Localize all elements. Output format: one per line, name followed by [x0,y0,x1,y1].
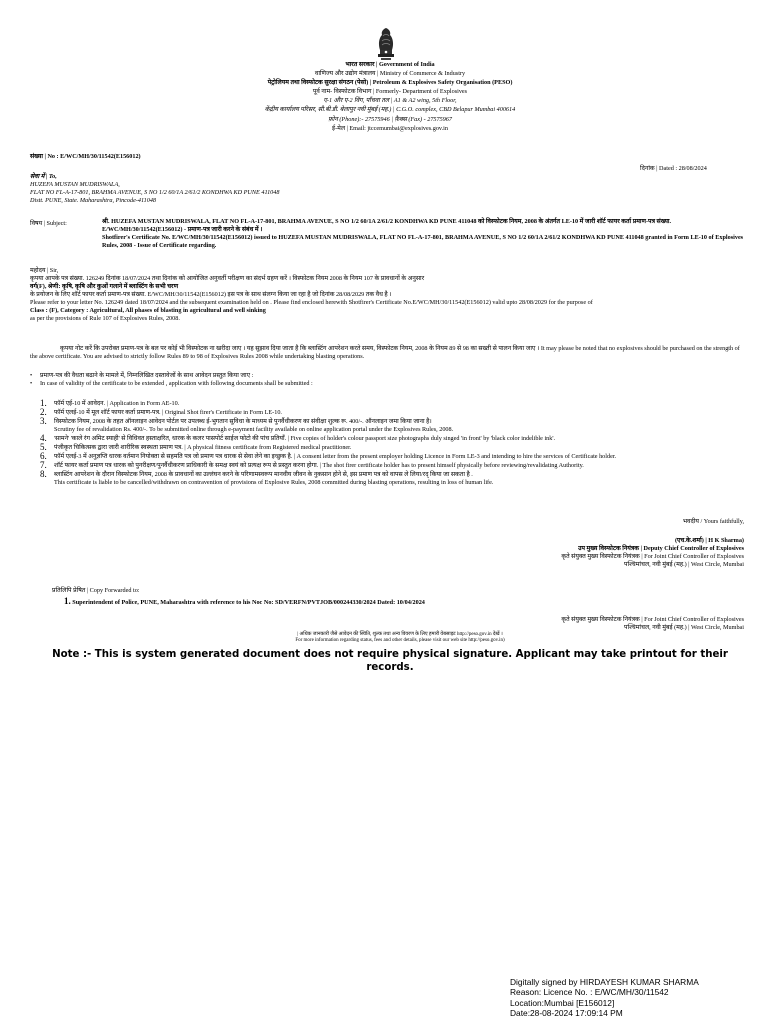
body-para-6: as per the provisions of Rule 107 of Explosives Rules, 2008. [30,315,180,322]
list-item: 4. 'सामने' 'काले रंग अमिट स्याही' से विधिवत हस्ताक्षरित, धारक के कलर पासपोर्ट साईज फोटो की पांच प्रतियाँ. | Five copies of holder's colour passport size photographs duly singed 'in front' by 'black color indelible ink'. [40,433,556,443]
reference-number: संख्या | No : E/WC/MH/30/11542(E156012) [30,153,141,160]
system-generated-note: Note :- This is system generated document does not require physical signature. Applicant may take printout for their records. [52,649,728,673]
recipient-address: FLAT NO FL-A-17-801, BRAHMA AVENUE, S NO 1/2 60/1A 2/61/2 KONDHWA KD PUNE 411048 [30,189,280,196]
signed-by: Digitally signed by HIRDAYESH KUMAR SHARMA [510,977,699,987]
list-item: 5. पंजीकृत चिकित्सक द्वारा जारी शारीरिक स्वस्थता प्रमाण पत्र. | A physical fitness certificate from Registered medical practitioner. [40,442,352,452]
list-item: 7. शॉर्ट फायर कर्ता प्रमाण पत्र धारक को पुनरीक्षण/पुनर्वैधीकरण प्राधिकारी के समक्ष स्वयं को प्रत्यक्ष रूप से प्रस्तुत करना होगा. | The shot firer certificate holder has to present himself physically before reviewing/revalidating Authority. [40,460,584,470]
west-circle: पश्चिमांचल, नवी मुंबई (मह.) | West Circle, Mumbai [624,561,744,568]
subject-label: विषय | Subject: [30,220,67,227]
header-line-5: ए-1 और ए-2 विंग, पाँचवा तल | A1 & A2 wing, 5th Floor, [323,97,457,105]
for-jcce: कृते संयुक्त मुख्य विस्फोटक नियंत्रक | For Joint Chief Controller of Explosives [561,553,744,560]
letter-date: दिनांक | Dated : 28/08/2024 [640,165,707,172]
salutation: महोदय | Sir, [30,267,59,274]
body-class-english: Class : (F), Category : Agricultural, All phases of blasting in agricultural and well sinking [30,307,266,314]
national-emblem-icon [372,24,400,62]
sign-reason: Reason: Licence No. : E/WC/MH/30/11542 [510,987,669,998]
signatory-name: (एच.के.शर्मा) | H K Sharma) [674,537,744,544]
body-para-1: कृपया आपके पत्र संख्या. 126249 दिनांक 18/07/2024 तथा दिनांक को आयोजित अनुवर्ती परीक्षण का संदर्भ ग्रहण करें । विस्फोटक नियम 2008 के नियम 107 के प्रावधानों के अनुसार [30,275,425,282]
header-line-1: भारत सरकार | Government of India [345,61,435,68]
header-line-8: ई-मेल | Email: jtccemumbai@explosives.gov.in [332,124,448,132]
subject-hindi: श्री. HUZEFA MUSTAN MUDRISWALA, FLAT NO FL-A-17-801, BRAHMA AVENUE, S NO 1/2 60/1A 2/61/2 KONDHWA KD PUNE 411048 को विस्फोटक नियम, 2008 के अंतर्गत LE-10 में जारी शॉर्ट फायर कर्ता प्रमाण-पत्र संख्या. E/WC/MH/30/11542(E156012) - प्रमाण-पत्र जारी करने के संबंध में । [102,218,672,233]
header-line-3: पेट्रोलियम तथा विस्फोटक सुरक्षा संगठन (पेसो) | Petroleum & Explosives Safety Organisation (PESO) [267,79,513,87]
sign-location: Location:Mumbai [E156012] [510,997,615,1008]
list-item: 1. फॉर्म एई-10 में आवेदन. | Application in Form AE-10. [40,398,180,408]
letterhead [180,60,600,133]
copy-forwarded-label: प्रतिलिपि प्रेषित | Copy Forwarded to: [52,587,140,594]
copy-item: 1. Superintendent of Police, PUNE, Maharashtra with reference to his Noc No: SD/VERFN/PVTJOB/000244330/2024 Dated: 10/04/2024 [64,596,425,606]
copy-west-circle: पश्चिमांचल, नवी मुंबई (मह.) | West Circle, Mumbai [624,624,744,631]
website-footer [200,632,600,645]
body-para-3: के प्रयोजन के लिए शॉर्ट फायर कर्ता प्रमाण-पत्र संख्या. E/WC/MH/30/11542(E156012) इस पत्र के साथ संलग्न किया जा रहा है जो दिनांक 28/08/2029 तक वैध है । [30,291,392,298]
extension-bullets [30,372,745,388]
document-checklist [40,400,745,487]
signatory-designation: उप मुख्य विस्फोटक नियंत्रक | Deputy Chief Controller of Explosives [578,545,744,552]
digital-signature [510,977,760,1018]
body-note: कृपया नोट करें कि उपरोक्त प्रमाण-पत्र के बल पर कोई भी विस्फोटक ना खरीदा जाए । यह सुझाव दिया जाता है कि ब्लास्टिंग आपरेशन करते समय, विस्फोटक नियम, 2008 के नियम 89 से 98 का सख्ती से पालन किया जाए । It may please be noted that no explosives should be purchased on the strength of the above certificate. You are advised to strictly follow Rules 89 to 98 of Explosives Rules 2008 while undertaking blasting operations. [30,345,740,360]
list-item: 3. विस्फोटक नियम, 2008 के तहत ऑनलाइन आवेदन पोर्टल पर उपलब्ध ई-भुगतान सुविधा के माध्यम से पुनर्वैधीकरण का संवीक्षा शुल्क रू. 400/-. ऑनलाइन जमा किया जाना है। Scrutiny fee of revalidation Rs. 400/-. To be submitted online through e-payment facility available on online application portal under the Explosives Rules, 2008. [40,416,454,433]
body-class-hindi: वर्ग(F), श्रेणी: कृषि, कृषि और कुओं गलाने में ब्लास्टिंग के सभी चरण [30,283,179,290]
recipient-name: HUZEFA MUSTAN MUDRISWALA, [30,181,120,188]
header-line-6: केंद्रीय कार्यालय परिसर, सी.बी.डी. बेलापुर नवी मुंबई (मह.) | C.G.O. complex, CBD Belapur Mumbai 400614 [264,106,516,114]
signatory-block [420,537,744,569]
bullet-hindi: • प्रमाण-पत्र की वैधता बढाने के मामले में, निम्नलिखित दस्तावेजों के साथ आवेदन प्रस्तुत किया जाए : [30,372,745,380]
header-line-4: पूर्व नाम- विस्फोटक विभाग | Formerly- Department of Explosives [312,88,468,96]
list-item: 6. फॉर्म एलई-3 में अनुज्ञप्ति धारक वर्तमान नियोक्ता से सहमति पत्र जो प्रमाण पत्र धारक से सेवा लेने का इच्छुक है. | A consent letter from the present employer holding Licence in Form LE-3 and intending to hire the services of Certificate holder. [40,451,617,461]
copy-for-jcce: कृते संयुक्त मुख्य विस्फोटक नियंत्रक | For Joint Chief Controller of Explosives [561,616,744,623]
bullet-english: • In case of validity of the certificate to be extended , application with following documents shall be submitted : [30,380,745,388]
list-item: 2. फॉर्म एलई-10 में मूल शॉर्ट फायर कर्ता प्रमाण-पत्र. | Original Shot firer's Certificate in Form LE-10. [40,407,282,417]
footer-hindi: | अधिक जानकारी जैसे आवेदन की स्थिति, शुल्क तथा अन्य विवरण के लिए हमारी वेबसाइट http://peso.gov.in देखें । [297,632,503,637]
subject-english: Shotfirer's Certificate No. E/WC/MH/30/11542(E156012) issued to HUZEFA MUSTAN MUDRISWALA, FLAT NO FL-A-17-801, BRAHMA AVENUE, S NO 1/2 60/1A 2/61/2 KONDHWA KD PUNE 411048 granted in Form LE-10 of Explosives Rules, 2008 - Issue of Certificate regarding. [102,234,744,249]
header-line-2: वाणिज्य और उद्योग मंत्रालय | Ministry of Commerce & Industry [314,70,466,78]
sign-date: Date:28-08-2024 17:09:14 PM [510,1007,623,1018]
subject-block [102,218,752,250]
footer-english: For more information regarding status, fees and other details, please visit our web site http://peso.gov.in) [295,638,505,644]
yours-faithfully: भवदीय / Yours faithfully, [682,518,744,525]
letter-body [30,267,745,323]
header-line-7: फ़ोन (Phone):- 27575946 | फ़ैक्स (Fax) - 27575967 [328,115,452,123]
recipient-block [30,173,430,205]
recipient-district: Distt. PUNE, State. Maharashtra, Pincode-411048 [30,197,157,204]
list-item: 8. ब्लास्टिंग आपरेशन के दौरान विस्फोटक नियम, 2008 के प्रावधानों का उल्लंघन करने के परिणामस्वरूप मानवीय जीवन के नुकसान होने से, इस प्रमाण पत्र को वापस ले लिया/रद् किया जा सकता है . This certificate is liable to be cancelled/withdrawn on contravention of provisions of Explosive Rules, 2008 committed during blasting operations, resulting in loss of human life. [40,469,494,486]
to-label: सेवा में | To, [30,173,57,180]
copy-signatory-block [420,616,744,632]
body-para-4: Please refer to your letter No. 126249 dated 18/07/2024 and the subsequent examination held on . Please find enclosed herewith Shotfirer's Certificate No.E/WC/MH/30/11542(E156012) valid upto 28/08/2029 for the purpose of [30,299,593,306]
